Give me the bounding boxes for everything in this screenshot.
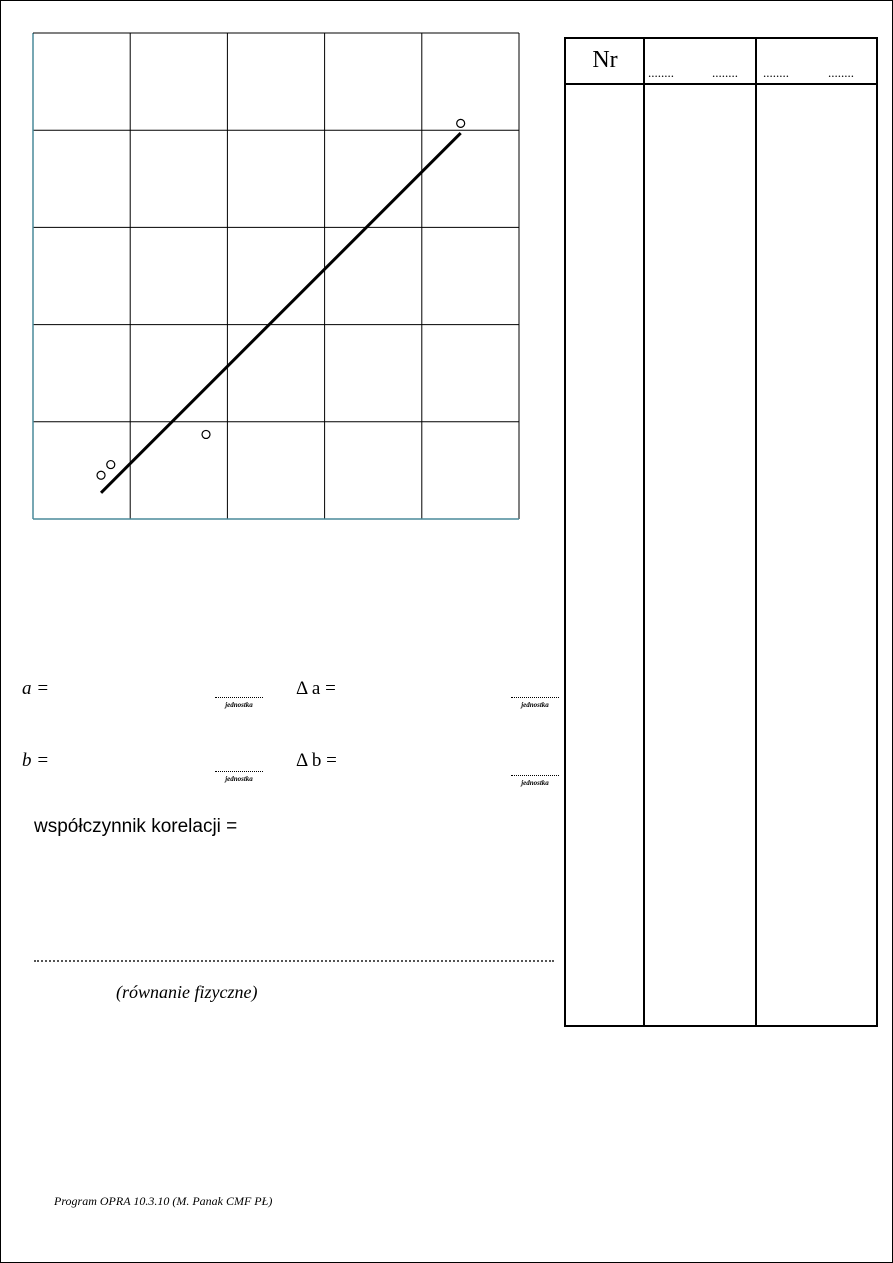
table-divider (755, 39, 757, 1025)
data-point (97, 471, 105, 479)
data-point (457, 119, 465, 127)
footer-credit: Program OPRA 10.3.10 (M. Panak CMF PŁ) (54, 1194, 273, 1208)
table-divider (643, 39, 645, 1025)
data-point (202, 430, 210, 438)
data-point (107, 461, 115, 469)
b-unit-field[interactable]: jednostka (215, 771, 263, 783)
col1-unit-placeholder[interactable]: ........ (712, 65, 738, 80)
fit-line (101, 133, 461, 493)
correlation-label: współczynnik korelacji = (34, 816, 238, 837)
a-label: a = (22, 678, 50, 699)
delta-b-unit-field[interactable]: jednostka (511, 775, 559, 787)
delta-b-label: Δ b = (296, 750, 337, 771)
b-label: b = (22, 750, 50, 771)
col1-quantity-placeholder[interactable]: ........ (648, 65, 674, 80)
equation-input-line[interactable] (34, 960, 554, 962)
col2-quantity-placeholder[interactable]: ........ (763, 65, 789, 80)
col2-unit-placeholder[interactable]: ........ (828, 65, 854, 80)
data-table (564, 37, 878, 1027)
nr-column-header: Nr (592, 47, 618, 73)
table-header-rule (566, 83, 876, 85)
delta-a-unit-field[interactable]: jednostka (511, 697, 559, 709)
a-unit-field[interactable]: jednostka (215, 697, 263, 709)
delta-a-label: Δ a = (296, 678, 336, 699)
equation-caption: (równanie fizyczne) (116, 982, 258, 1002)
